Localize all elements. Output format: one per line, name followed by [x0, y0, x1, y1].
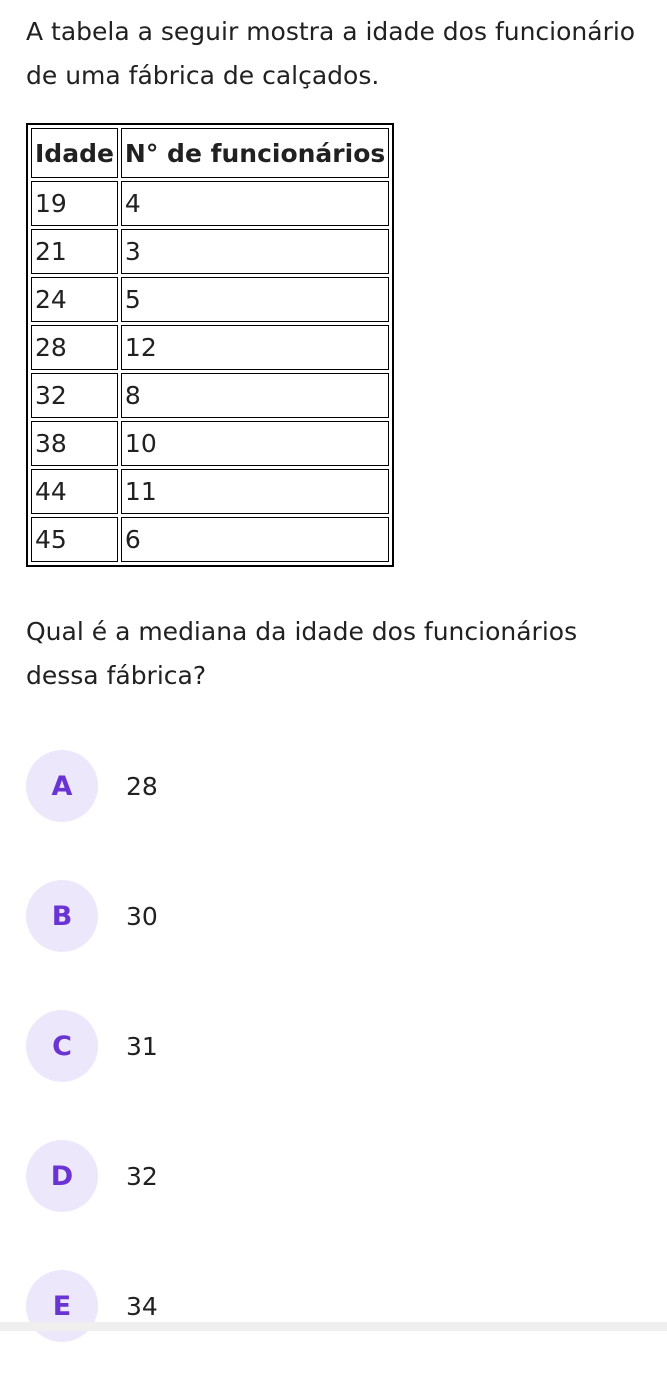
answer-options: [26, 750, 646, 1400]
table-cell-count: 3: [121, 229, 389, 274]
option-letter-badge[interactable]: D: [26, 1140, 98, 1212]
option-text[interactable]: 34: [126, 1291, 158, 1321]
question-intro: [26, 10, 667, 98]
table-cell-age: 24: [31, 277, 118, 322]
table-row: [31, 517, 389, 562]
table-header-count: N° de funcionários: [121, 128, 389, 178]
option-text[interactable]: 31: [126, 1031, 158, 1061]
option-c[interactable]: [26, 1010, 646, 1082]
table-row: [31, 229, 389, 274]
table-cell-age: 45: [31, 517, 118, 562]
table-cell-count: 6: [121, 517, 389, 562]
table-row: [31, 325, 389, 370]
table-cell-age: 38: [31, 421, 118, 466]
table-cell-age: 21: [31, 229, 118, 274]
table-row: [31, 181, 389, 226]
table-cell-count: 12: [121, 325, 389, 370]
table-row: [31, 421, 389, 466]
table-cell-age: 28: [31, 325, 118, 370]
option-e[interactable]: [26, 1270, 646, 1342]
option-b[interactable]: [26, 880, 646, 952]
option-letter-badge[interactable]: B: [26, 880, 98, 952]
bottom-divider: [0, 1322, 667, 1331]
table-row: [31, 277, 389, 322]
table-cell-count: 4: [121, 181, 389, 226]
option-text[interactable]: 30: [126, 901, 158, 931]
table-cell-count: 10: [121, 421, 389, 466]
age-table: [26, 123, 394, 567]
table-header-row: [31, 128, 389, 178]
table-header-age: Idade: [31, 128, 118, 178]
option-a[interactable]: [26, 750, 646, 822]
table-cell-age: 44: [31, 469, 118, 514]
option-d[interactable]: [26, 1140, 646, 1212]
table-cell-count: 8: [121, 373, 389, 418]
option-letter-badge[interactable]: C: [26, 1010, 98, 1082]
table-row: [31, 373, 389, 418]
table-cell-count: 5: [121, 277, 389, 322]
option-letter-badge[interactable]: A: [26, 750, 98, 822]
option-letter-badge[interactable]: E: [26, 1270, 98, 1342]
question-stem: Qual é a mediana da idade dos funcionários dessa fábrica?: [26, 617, 578, 690]
question-intro-line: de uma fábrica de calçados.: [26, 61, 380, 90]
question-intro-line: A tabela a seguir mostra a idade dos funcionário: [26, 17, 636, 46]
option-text[interactable]: 32: [126, 1161, 158, 1191]
table-cell-age: 32: [31, 373, 118, 418]
table-cell-count: 11: [121, 469, 389, 514]
option-text[interactable]: 28: [126, 771, 158, 801]
table-cell-age: 19: [31, 181, 118, 226]
table-row: [31, 469, 389, 514]
